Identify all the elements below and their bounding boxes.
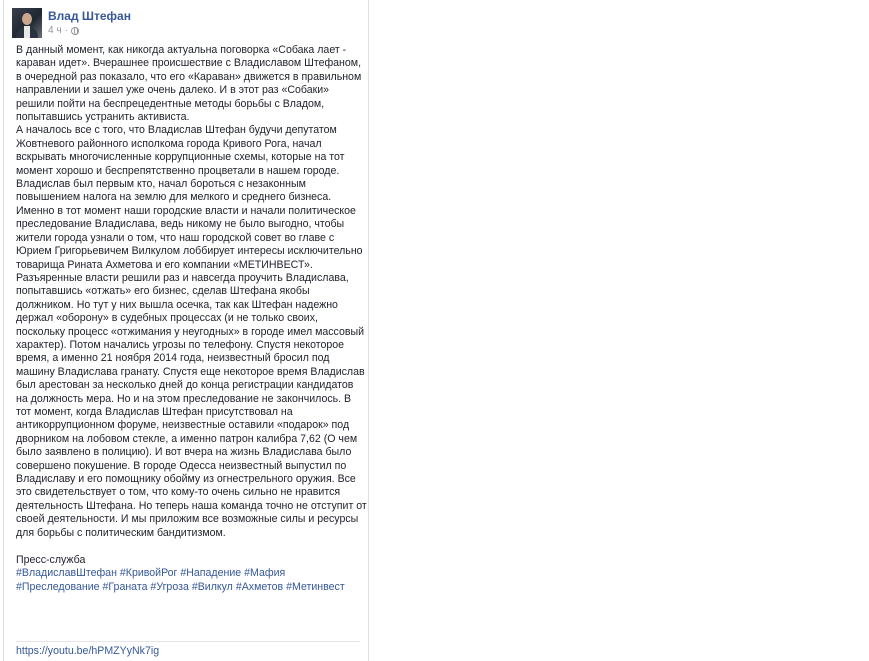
hashtag-list	[16, 567, 368, 594]
hashtag-link[interactable]: #Преследование	[16, 580, 100, 593]
avatar-shirt	[24, 26, 30, 38]
divider	[16, 641, 360, 642]
paragraph-gap	[16, 540, 368, 554]
post-card	[3, 0, 369, 661]
hashtag-link[interactable]: #Метинвест	[286, 580, 345, 593]
hashtag-link[interactable]: #Граната	[102, 580, 148, 593]
signature: Пресс-служба	[16, 554, 86, 567]
avatar[interactable]	[12, 8, 42, 38]
hashtag-link[interactable]: #ВладиславШтефан	[16, 567, 117, 580]
hashtag-link[interactable]: #Нападение	[180, 567, 242, 580]
globe-icon[interactable]	[71, 27, 79, 35]
paragraph-intro: В данный момент, как никогда актуальна поговорка «Собака лает - караван идет». Вчерашнее происшествие с Владиславом Штефаном, в очередной раз показало, что его «Караван» движется в правильном направлении и зашел уже очень далеко. И в этот раз «Собаки» решили пойти на беспрецедентные методы борьбы с Владом, попытавшись устранить активиста.	[16, 44, 362, 124]
hashtag-link[interactable]: #Вилкул	[191, 580, 233, 593]
post-body	[16, 44, 368, 594]
hashtag-link[interactable]: #Угроза	[150, 580, 189, 593]
author-name[interactable]: Влад Штефан	[48, 9, 131, 23]
post-timestamp[interactable]: 4 ч	[48, 25, 62, 36]
hashtag-link[interactable]: #КривойРог	[119, 567, 178, 580]
post-meta	[48, 25, 79, 36]
hashtag-link[interactable]: #Ахметов	[235, 580, 284, 593]
paragraph-main: А началось все с того, что Владислав Штефан будучи депутатом Жовтневого районного исполкома города Кривого Рога, начал вскрывать многочисленные коррупционные схемы, которые на тот момент хорошо и беспрепятственно процветали в нашем городе. Владислав был первым кто, начал бороться с незаконным повышением налога на землю для мелкого и среднего бизнеса. Именно в тот момент наши городские власти и начали политическое преследование Владислава, ведь никому не было выгодно, чтобы жители города узнали о том, что наш городской совет во главе с Юрием Григорьевичем Вилкулом лоббирует интересы исключительно товарища Рината Ахметова и его компании «МЕТИНВЕСТ». Разъяренные власти решили раз и навсегда проучить Владислава, попытавшись «отжать» его бизнес, сделав Штефана якобы должником. Но тут у них вышла осечка, так как Штефан надежно держал «оборону» в судебных процессах (и не только своих, поскольку процесс «отжимания у неугодных» в городе имел массовый характер). Потом начались угрозы по телефону. Спустя некоторое время, а именно 21 ноября 2014 года, неизвестный бросил под машину Владислава гранату. Спустя еще некоторое время Владислав был арестован за несколько дней до конца регистрации кандидатов на должность мера. Но и на этом преследование не закончилось. В тот момент, когда Владислав Штефан присутствовал на антикоррупционном форуме, неизвестные оставили «подарок» под дворником на лобовом стекле, а именно патрон калибра 7,62 (О чем было заявлено в полицию). И вот вчера на жизнь Владислава было совершено покушение. В городе Одесса неизвестный выпустил по Владиславу и его помощнику обойму из огнестрельного оружия. Все это свидетельствует о том, что кому-то очень сильно не нравится деятельность Штефана. Но теперь наша команда точно не отступит от своей деятельности. И мы приложим все возможные силы и ресурсы для борьбы с политическим бандитизмом.	[16, 124, 367, 539]
meta-separator: ·	[64, 25, 68, 36]
avatar-face	[22, 13, 32, 25]
hashtag-link[interactable]: #Мафия	[244, 567, 286, 580]
post-header	[12, 8, 352, 38]
youtube-link[interactable]: https://youtu.be/hPMZYyNk7ig	[16, 645, 160, 657]
